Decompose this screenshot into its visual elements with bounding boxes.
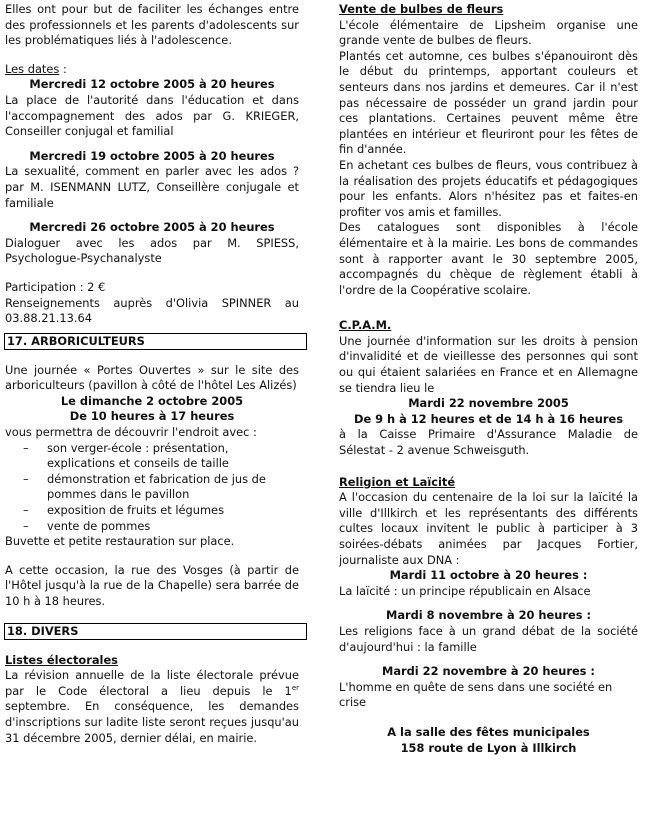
religion-paragraph: A l'occasion du centenaire de la loi sur la laïcité la ville d'Illkirch et les représentants des différents cultes locaux invitent le public à participer à 3 soirées-débats animées par Jacques Fortier, journaliste aux DNA : <box>339 490 638 567</box>
religion-heading: Religion et Laïcité <box>339 474 456 489</box>
intro-paragraph: Elles ont pour but de faciliter les échanges entre des professionnels et les parents d'adolescents sur les problématiques liés à l'adolescence. <box>5 2 299 48</box>
vosges-text: A cette occasion, la rue des Vosges (à partir de l'Hôtel jusqu'à la rue de la Chapelle) sera barrée de 10 h à 18 heures. <box>5 562 299 608</box>
arbo-date: Le dimanche 2 octobre 2005 <box>60 393 244 408</box>
debate-1-date: Mardi 11 octobre à 20 heures : <box>389 568 588 583</box>
dash-icon: – <box>23 440 29 455</box>
section-17-header: 17. ARBORICULTEURS <box>4 333 307 350</box>
debate-3-topic: L'homme en quête de sens dans une société en crise <box>339 679 613 710</box>
right-column <box>339 2 638 756</box>
list-item: – vente de pommes <box>23 518 151 533</box>
list-item: – exposition de fruits et légumes <box>23 503 224 518</box>
cpam-hours: De 9 h à 12 heures et de 14 h à 16 heures <box>353 411 624 426</box>
arbo-list <box>5 441 299 535</box>
bulbes-paragraph-2: Plantés cet automne, ces bulbes s'épanouiront dès le début du printemps, apportant couleurs et senteurs dans nos jardins et demeures. Car il n'est pas nécessaire de posséder un grand jardin pour ces plantations. Certaines peuvent même être plantées en intérieur et fleuriront pour les fêtes de fin d'année. <box>339 48 638 157</box>
bulbes-paragraph-1: L'école élémentaire de Lipsheim organise une grande vente de bulbes de fleurs. <box>339 17 638 48</box>
date-3: Mercredi 26 octobre 2005 à 20 heures <box>29 220 275 235</box>
debate-2-date: Mardi 8 novembre à 20 heures : <box>385 608 592 623</box>
dash-icon: – <box>23 471 29 486</box>
arbo-lead: vous permettra de découvrir l'endroit avec : <box>5 425 257 440</box>
listes-heading: Listes électorales <box>5 652 118 667</box>
debate-1-topic: La laïcité : un principe républicain en Alsace <box>339 583 591 598</box>
listes-paragraph: La révision annuelle de la liste électorale prévue par le Code électoral a lieu depuis le 1er septembre. En conséquence, les demandes d'inscriptions sur ladite liste seront reçues jusqu'au 31 décembre 2005, dernier délai, en mairie. <box>5 668 299 745</box>
bulbes-paragraph-3: En achetant ces bulbes de fleurs, vous contribuez à la réalisation des projets éducatifs et pédagogiques pour les enfants. Alors n'hésitez pas et faites-en profiter vos amis et familles. <box>339 157 638 219</box>
date-2-description: La sexualité, comment en parler avec les ados ? par M. ISENMANN LUTZ, Conseillère conjugale et familiale <box>5 164 299 210</box>
dash-icon: – <box>23 518 29 533</box>
list-item: – démonstration et fabrication de jus de pommes dans le pavillon <box>23 471 266 502</box>
cpam-date: Mardi 22 novembre 2005 <box>408 396 569 411</box>
debate-2-topic: Les religions face à un grand débat de la société d'aujourd'hui : la famille <box>339 623 638 654</box>
section-18-header: 18. DIVERS <box>4 623 307 640</box>
dates-heading: Les dates : <box>5 61 67 76</box>
left-column <box>5 2 299 746</box>
renseignements-text: Renseignements auprès d'Olivia SPINNER au 03.88.21.13.64 <box>5 295 299 326</box>
arbo-hours: De 10 heures à 17 heures <box>69 409 235 424</box>
venue-line-1: A la salle des fêtes municipales <box>387 724 590 739</box>
arbo-intro: Une journée « Portes Ouvertes » sur le site des arboriculteurs (pavillon à côté de l'hôtel Les Alizés) <box>5 362 299 393</box>
participation-text: Participation : 2 € <box>5 279 106 294</box>
list-item: – son verger-école : présentation, explications et conseils de taille <box>23 440 229 471</box>
cpam-paragraph: Une journée d'information sur les droits à pension d'invalidité et de vieillesse des personnes qui sont ou qui étaient salariées en France et en Allemagne se tiendra lieu le <box>339 333 638 395</box>
cpam-place: à la Caisse Primaire d'Assurance Maladie de Sélestat - 2 avenue Schweisguth. <box>339 427 638 458</box>
date-3-description: Dialoguer avec les ados par M. SPIESS, Psychologue-Psychanalyste <box>5 235 299 266</box>
bulbes-heading: Vente de bulbes de fleurs <box>339 2 504 16</box>
date-2: Mercredi 19 octobre 2005 à 20 heures <box>29 148 275 163</box>
dash-icon: – <box>23 503 29 518</box>
cpam-heading: C.P.A.M. <box>339 318 392 333</box>
date-1-description: La place de l'autorité dans l'éducation et dans l'accompagnement des ados par G. KRIEGER, Conseiller conjugal et familial <box>5 92 299 139</box>
date-1: Mercredi 12 octobre 2005 à 20 heures <box>29 77 275 92</box>
debate-3-date: Mardi 22 novembre à 20 heures : <box>382 664 595 679</box>
buvette-text: Buvette et petite restauration sur place. <box>5 534 235 549</box>
bulbes-paragraph-4: Des catalogues sont disponibles à l'école élémentaire et à la mairie. Les bons de commandes sont à rapporter avant le 30 septembre 2005, accompagnés du chèque de règlement établi à l'ordre de la Coopérative scolaire. <box>339 220 638 297</box>
venue-line-2: 158 route de Lyon à Illkirch <box>400 740 577 755</box>
